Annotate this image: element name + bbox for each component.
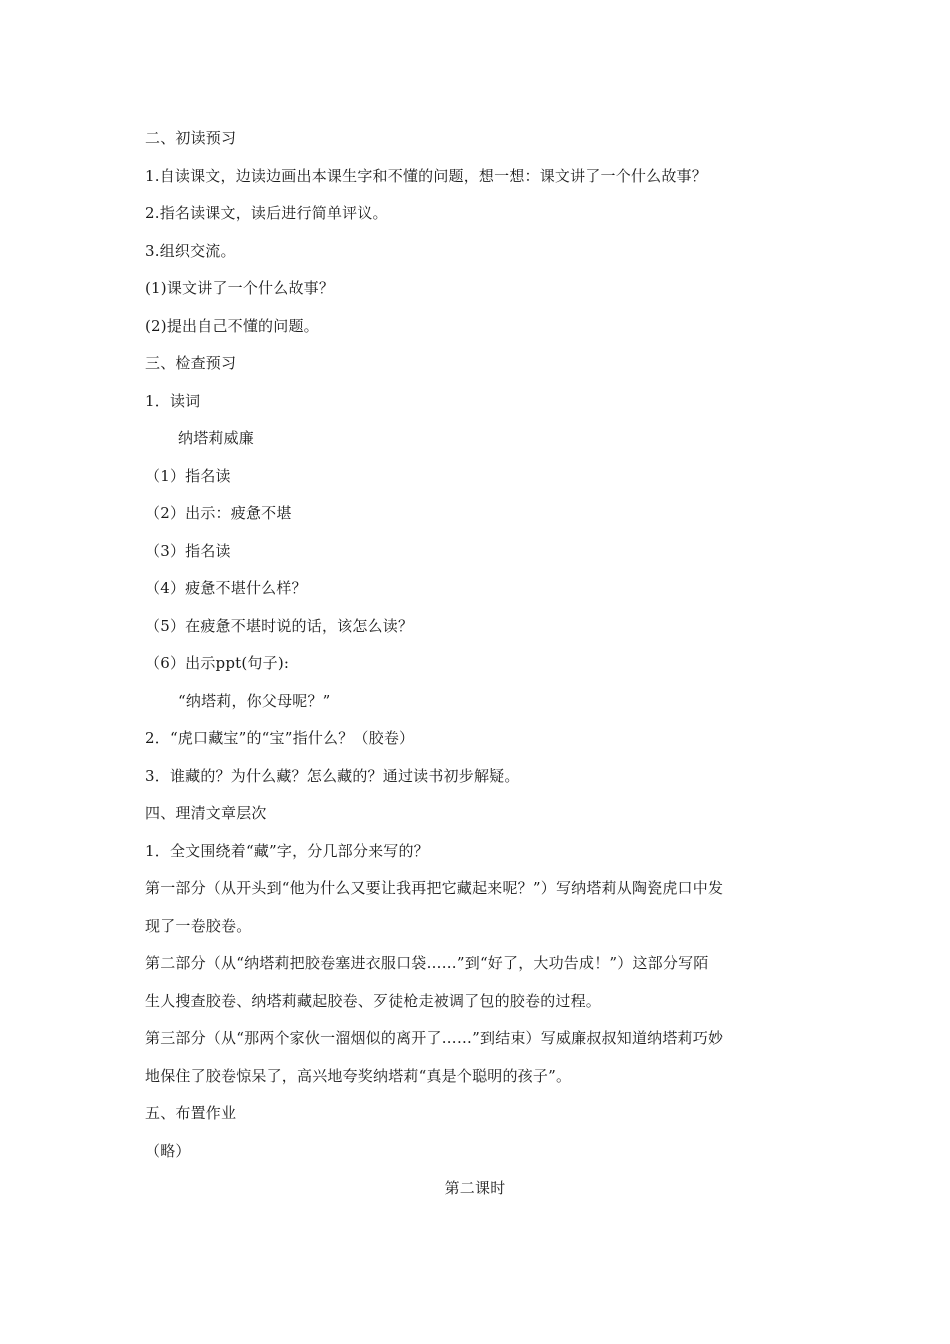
paragraph-line: (2)提出自己不懂的问题。 xyxy=(145,317,319,335)
paragraph-line: 2.指名读课文，读后进行简单评议。 xyxy=(145,204,388,222)
paragraph-line: 第三部分（从“那两个家伙一溜烟似的离开了……”到结束）写威廉叔叔知道纳塔莉巧妙 xyxy=(145,1029,724,1047)
heading-structure: 四、理清文章层次 xyxy=(145,804,267,822)
vocabulary-line: 纳塔莉威廉 xyxy=(178,429,255,447)
paragraph-line: 现了一卷胶卷。 xyxy=(145,917,252,935)
paragraph-line: 地保住了胶卷惊呆了，高兴地夸奖纳塔莉“真是个聪明的孩子”。 xyxy=(145,1067,572,1085)
quote-line: “纳塔莉，你父母呢？” xyxy=(178,692,331,710)
paragraph-line: 1．全文围绕着“藏”字，分几部分来写的？ xyxy=(145,842,429,860)
paragraph-line: 生人搜查胶卷、纳塔莉藏起胶卷、歹徒枪走被调了包的胶卷的过程。 xyxy=(145,992,602,1010)
list-item: （2）出示：疲惫不堪 xyxy=(145,504,292,522)
list-item: （3）指名读 xyxy=(145,542,231,560)
heading-homework: 五、布置作业 xyxy=(145,1104,237,1122)
list-item: （1）指名读 xyxy=(145,467,231,485)
list-item: （6）出示ppt(句子): xyxy=(145,654,290,672)
paragraph-line: （略） xyxy=(145,1142,191,1160)
heading-preview-reading: 二、初读预习 xyxy=(145,129,237,147)
heading-check-preview: 三、检查预习 xyxy=(145,354,237,372)
paragraph-line: 1．读词 xyxy=(145,392,201,410)
paragraph-line: 1.自读课文，边读边画出本课生字和不懂的问题，想一想：课文讲了一个什么故事？ xyxy=(145,167,707,185)
paragraph-line: (1)课文讲了一个什么故事？ xyxy=(145,279,335,297)
section-title-second-lesson: 第二课时 xyxy=(444,1179,506,1197)
paragraph-line: 3．谁藏的？为什么藏？怎么藏的？通过读书初步解疑。 xyxy=(145,767,520,785)
paragraph-line: 第一部分（从开头到“他为什么又要让我再把它藏起来呢？”）写纳塔莉从陶瓷虎口中发 xyxy=(145,879,724,897)
paragraph-line: 第二部分（从“纳塔莉把胶卷塞进衣服口袋……”到“好了，大功告成！”）这部分写陌 xyxy=(145,954,709,972)
list-item: （4）疲惫不堪什么样？ xyxy=(145,579,307,597)
paragraph-line: 3.组织交流。 xyxy=(145,242,236,260)
paragraph-line: 2．“虎口藏宝”的“宝”指什么？（胶卷） xyxy=(145,729,415,747)
list-item: （5）在疲惫不堪时说的话，该怎么读？ xyxy=(145,617,414,635)
